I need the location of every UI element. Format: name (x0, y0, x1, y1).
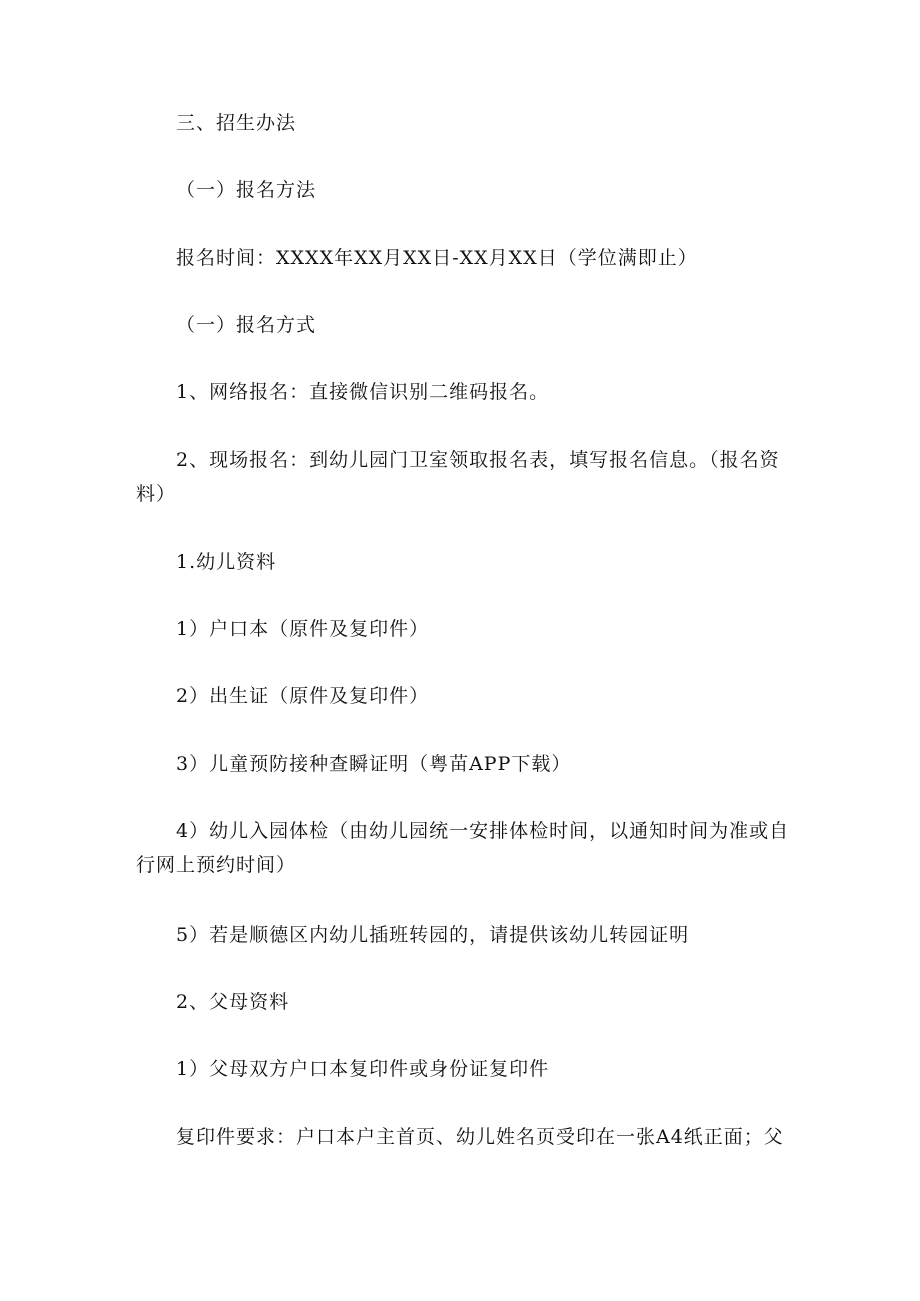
child-material-item-5: 5）若是顺德区内幼儿插班转园的，请提供该幼儿转园证明 (176, 924, 690, 946)
online-registration-item: 1、网络报名：直接微信识别二维码报名。 (176, 381, 550, 403)
sub-heading-registration-way: （一）报名方式 (176, 314, 317, 336)
child-material-item-3: 3）儿童预防接种查瞬证明（粤苗APP下载） (176, 753, 572, 775)
child-material-item-1: 1）户口本（原件及复印件） (176, 618, 430, 640)
parent-materials-heading: 2、父母资料 (176, 991, 290, 1013)
child-materials-heading: 1.幼儿资料 (176, 551, 277, 573)
registration-time: 报名时间：XXXX年XX月XX日-XX月XX日（学位满即止） (176, 247, 698, 269)
parent-material-item-1: 1）父母双方户口本复印件或身份证复印件 (176, 1058, 550, 1080)
sub-heading-registration-method: （一）报名方法 (176, 179, 317, 201)
onsite-registration-item-line2: 料） (136, 483, 177, 505)
child-material-item-4-line1: 4）幼儿入园体检（由幼儿园统一安排体检时间，以通知时间为准或自 (176, 820, 790, 842)
section-heading: 三、招生办法 (176, 112, 297, 134)
child-material-item-2: 2）出生证（原件及复印件） (176, 685, 430, 707)
child-material-item-4-line2: 行网上预约时间） (136, 854, 297, 876)
copy-requirements: 复印件要求：户口本户主首页、幼儿姓名页受印在一张A4纸正面；父 (176, 1126, 784, 1148)
onsite-registration-item-line1: 2、现场报名：到幼儿园门卫室领取报名表，填写报名信息。（报名资 (176, 449, 780, 471)
